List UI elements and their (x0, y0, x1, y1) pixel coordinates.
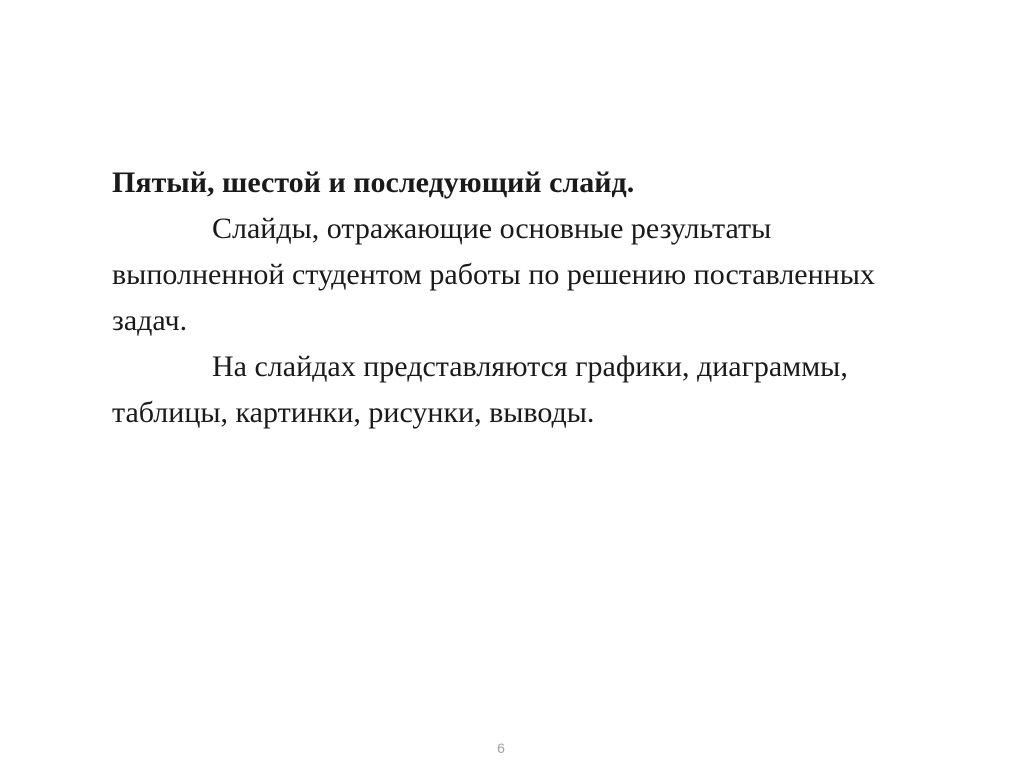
paragraph-results: Слайды, отражающие основные результаты выполненной студентом работы по решению поставленных задач. (112, 212, 875, 337)
paragraph-visuals: На слайдах представляются графики, диаграммы, таблицы, картинки, рисунки, выводы. (112, 350, 848, 429)
slide-body (112, 160, 912, 436)
slide-title: Пятый, шестой и последующий слайд. (112, 166, 635, 199)
page-number: 6 (497, 740, 505, 756)
